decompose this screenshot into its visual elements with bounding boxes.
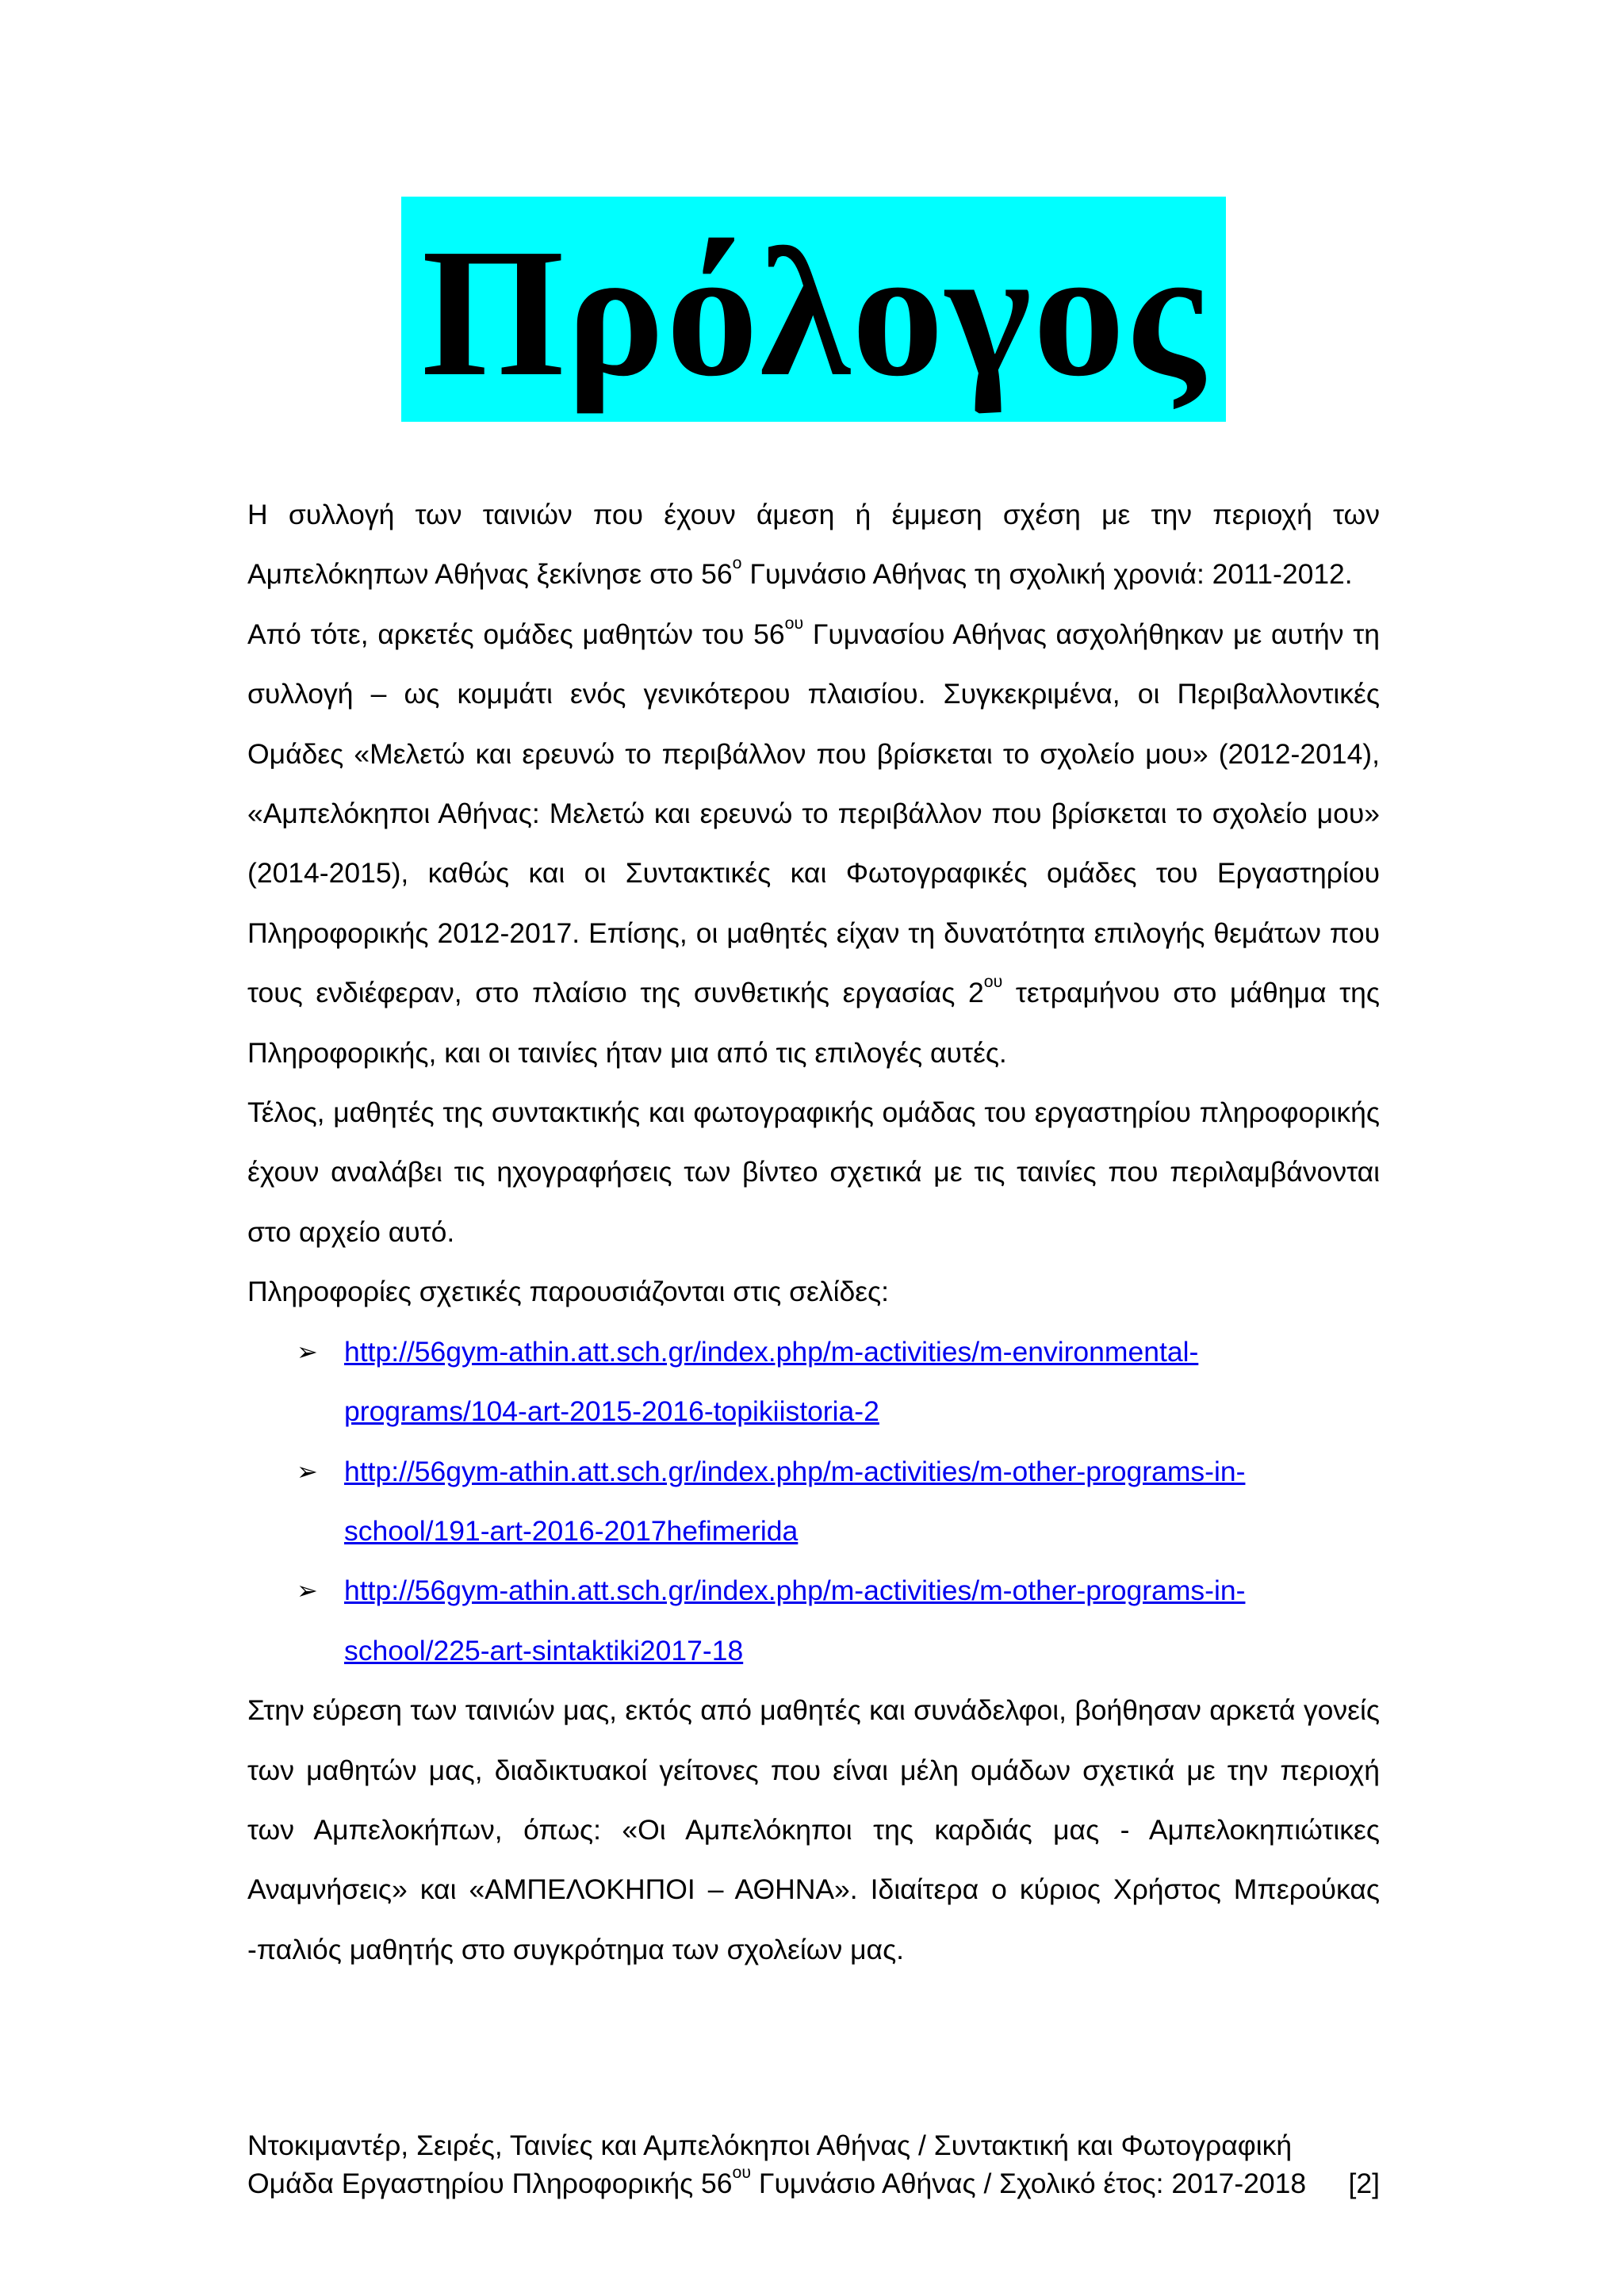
- list-item: [247, 1322, 1380, 1442]
- paragraph-intro-text: Η συλλογή των ταινιών που έχουν άμεση ή έμμεση σχέση με την περιοχή των Αμπελόκηπων Αθήνας ξεκίνησε στο 56: [247, 499, 1380, 591]
- link-list: [247, 1322, 1380, 1681]
- paragraph-groups-text-1: Από τότε, αρκετές ομάδες μαθητών του 56: [247, 618, 785, 650]
- link-editorial-program[interactable]: http://56gym-athin.att.sch.gr/index.php/m-activities/m-other-programs-in- school/225-art-sintaktiki2017-18: [344, 1575, 1246, 1667]
- paragraph-groups-text-2: Γυμνασίου Αθήνας ασχολήθηκαν με αυτήν τη συλλογή – ως κομμάτι ενός γενικότερου πλαισίου. Συγκεκριμένα, οι Περιβαλλοντικές Ομάδες «Μελετώ και ερευνώ το περιβάλλον που βρίσκεται το σχολείο μου» (2012-2014), «Αμπελόκηποι Αθήνας: Μελετώ και ερευνώ το περιβάλλον που βρίσκεται το σχολείο μου» (2014-2015), καθώς και οι Συντακτικές και Φωτογραφικές ομάδες του Εργαστηρίου Πληροφορικής 2012-2017. Επίσης, οι μαθητές είχαν τη δυνατότητα επιλογής θεμάτων που τους ενδιέφεραν, στο πλαίσιο της συνθετικής εργασίας 2: [247, 618, 1380, 1009]
- link-environmental-programs[interactable]: http://56gym-athin.att.sch.gr/index.php/m-activities/m-environmental- programs/104-art-2015-2016-topikiistoria-2: [344, 1335, 1199, 1428]
- paragraph-acknowledgements: Στην εύρεση των ταινιών μας, εκτός από μαθητές και συνάδελφοι, βοήθησαν αρκετά γονείς των μαθητών μας, διαδικτυακοί γείτονες που είναι μέλη ομάδων σχετικά με την περιοχή των Αμπελοκήπων, όπως: «Οι Αμπελόκηποι της καρδιάς μας - Αμπελοκηπιώτικες Αναμνήσεις» και «ΑΜΠΕΛΟΚΗΠΟΙ – ΑΘΗΝΑ». Ιδιαίτερα ο κύριος Χρήστος Μπερούκας -παλιός μαθητής στο συγκρότημα των σχολείων μας.: [247, 1694, 1380, 1965]
- paragraph-groups-text-3: τετραμήνου στο μάθημα της Πληροφορικής, και οι ταινίες ήταν μια από τις επιλογές αυτές.: [247, 977, 1380, 1069]
- footer-line-2: [247, 2164, 1380, 2202]
- page-number: [2]: [1348, 2168, 1380, 2199]
- title-banner: [401, 197, 1226, 422]
- paragraph-info-pages: Πληροφορίες σχετικές παρουσιάζονται στις σελίδες:: [247, 1276, 890, 1308]
- paragraph-intro-text-end: Γυμνάσιο Αθήνας τη σχολική χρονιά: 2011-2012.: [741, 558, 1353, 591]
- page-title: Πρόλογος: [421, 211, 1206, 415]
- ordinal-superscript: ου: [784, 613, 804, 633]
- link-newspaper-program[interactable]: http://56gym-athin.att.sch.gr/index.php/m-activities/m-other-programs-in- school/191-art-2016-2017hefimerida: [344, 1455, 1246, 1547]
- list-item: [247, 1442, 1380, 1562]
- ordinal-superscript: ου: [983, 972, 1003, 992]
- footer-school-text: Ομάδα Εργαστηρίου Πληροφορικής $56^{o\upsilon}$ Γυμνάσιο Αθήνας / Σχολικό έτος: 2017-2018: [247, 2162, 1307, 2199]
- list-item: [247, 1561, 1380, 1681]
- arrow-bullet-icon: ➢: [297, 1575, 318, 1606]
- paragraph-intro: [247, 485, 1380, 605]
- ordinal-superscript: ο: [732, 553, 742, 573]
- arrow-bullet-icon: ➢: [297, 1336, 318, 1367]
- footer-line-1: Ντοκιμαντέρ, Σειρές, Ταινίες και Αμπελόκηποι Αθήνας / Συντακτική και Φωτογραφική: [247, 2130, 1293, 2161]
- ordinal-superscript: ου: [732, 2162, 752, 2182]
- document-body: [247, 485, 1380, 1980]
- page-footer: [247, 2126, 1380, 2202]
- paragraph-groups: [247, 605, 1380, 1083]
- paragraph-recordings: Τέλος, μαθητές της συντακτικής και φωτογραφικής ομάδας του εργαστηρίου πληροφορικής έχουν αναλάβει τις ηχογραφήσεις των βίντεο σχετικά με τις ταινίες που περιλαμβάνονται στο αρχείο αυτό.: [247, 1096, 1380, 1248]
- arrow-bullet-icon: ➢: [297, 1456, 318, 1487]
